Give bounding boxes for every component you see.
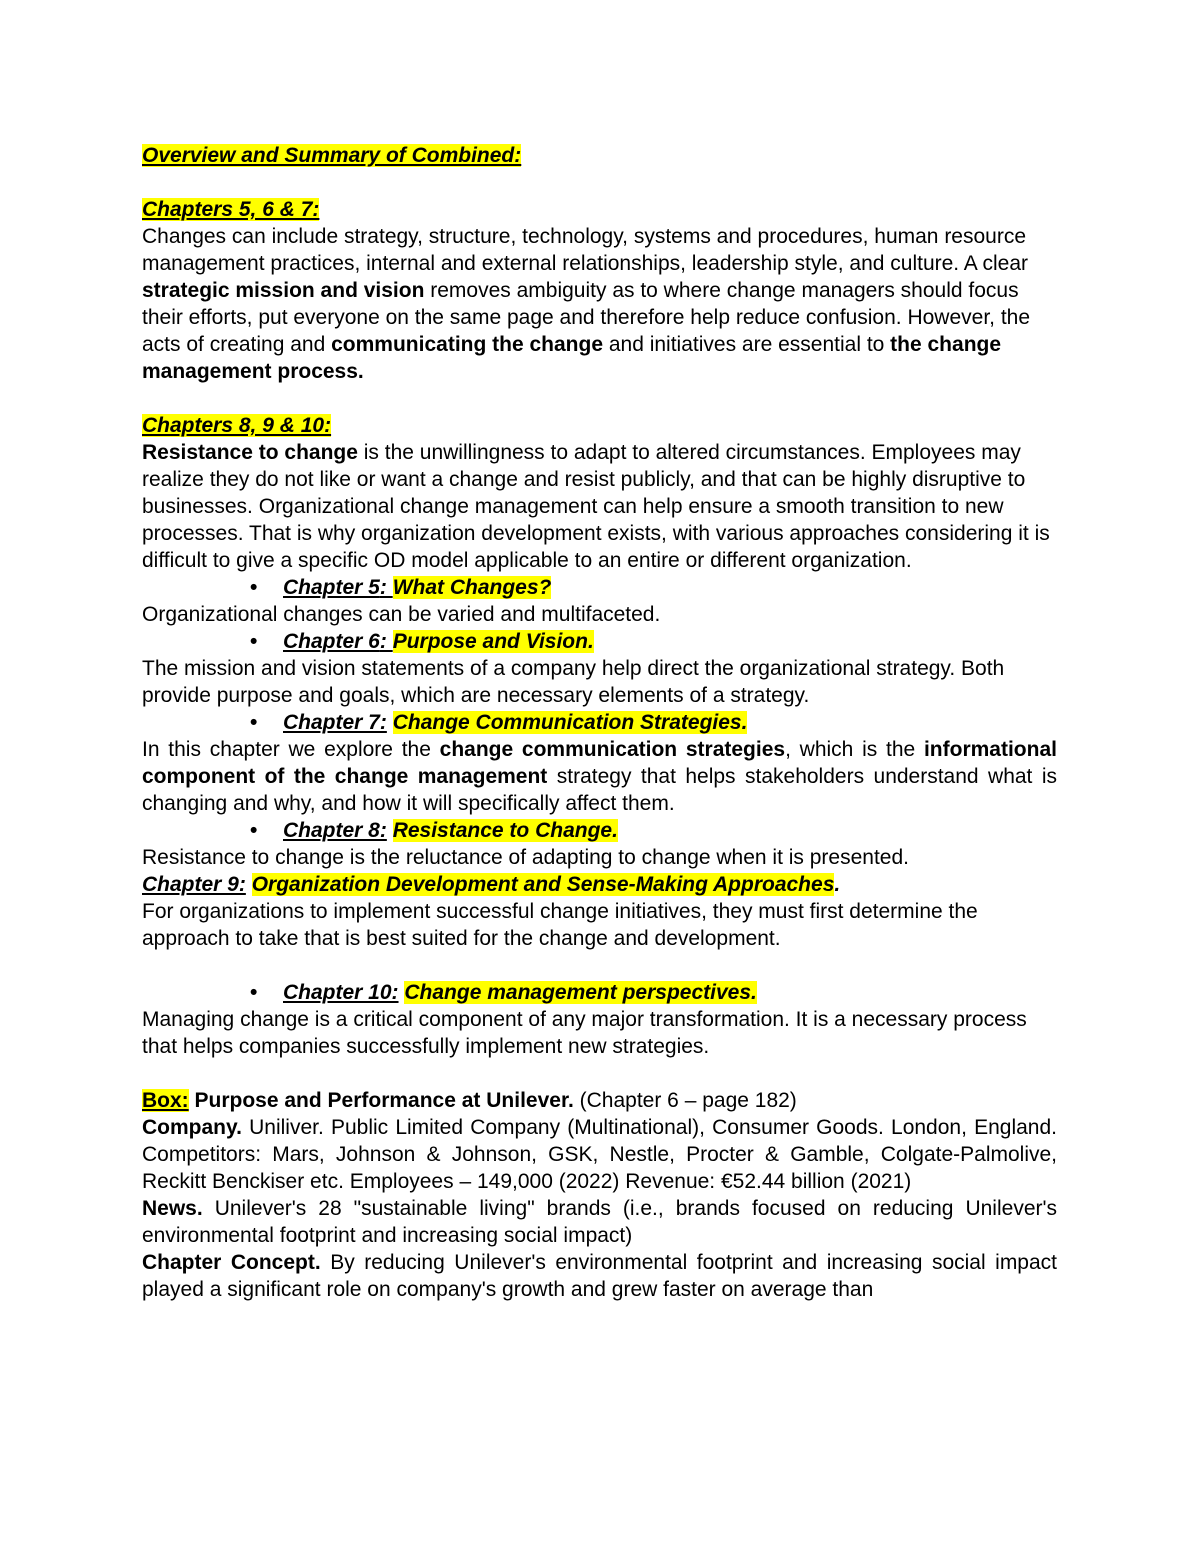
chapter8-body: Resistance to change is the reluctance of adapting to change when it is presented. [142, 846, 909, 869]
bullet-icon: • [250, 981, 258, 1004]
chapter5-body: Organizational changes can be varied and multifaceted. [142, 603, 661, 626]
title-text: Overview and Summary of Combined: [142, 144, 522, 167]
chapter7-heading: • Chapter 7: Change Communication Strategies. [250, 711, 748, 734]
box-heading: Box: Purpose and Performance at Unilever. (Chapter 6 – page 182) [142, 1089, 797, 1112]
bullet-icon: • [250, 819, 258, 842]
chapter6-body: The mission and vision statements of a company help direct the organizational strategy. Both provide purpose and goals, which are necessary elements of a strategy. [142, 657, 1005, 707]
bullet-icon: • [250, 630, 258, 653]
chapter10-body: Managing change is a critical component of any major transformation. It is a necessary process that helps companies successfully implement new strategies. [142, 1008, 1027, 1058]
chapter8-heading: • Chapter 8: Resistance to Change. [250, 819, 618, 842]
chapter9-heading: Chapter 9: Organization Development and Sense-Making Approaches. [142, 873, 841, 896]
chapter10-heading: • Chapter 10: Change management perspectives. [250, 981, 757, 1004]
box-chapter-concept: Chapter Concept. By reducing Unilever's environmental footprint and increasing social impact played a significant role on company's growth and grew faster on average than [142, 1251, 1057, 1301]
chapter9-body: For organizations to implement successful change initiatives, they must first determine the approach to take that is best suited for the change and development. [142, 900, 978, 950]
bullet-icon: • [250, 576, 258, 599]
section2-paragraph: Resistance to change is the unwillingness to adapt to altered circumstances. Employees may realize they do not like or want a change and resist publicly, and that can be highly disruptive to businesses. Organizational change management can help ensure a smooth transition to new processes. That is why organization development exists, with various approaches considering it is difficult to give a specific OD model applicable to an entire or different organization. [142, 441, 1050, 572]
section1-paragraph: Changes can include strategy, structure, technology, systems and procedures, human resource management practices, internal and external relationships, leadership style, and culture. A clear strategic mission and vision removes ambiguity as to where change managers should focus their efforts, put everyone on the same page and therefore help reduce confusion. However, the acts of creating and communicating the change and initiatives are essential to the change management process. [142, 225, 1031, 383]
section1-heading: Chapters 5, 6 & 7: [142, 198, 320, 221]
document-body [142, 142, 1057, 1303]
document-title [142, 142, 1057, 169]
box-company: Company. Uniliver. Public Limited Company (Multinational), Consumer Goods. London, England. Competitors: Mars, Johnson & Johnson, GSK, Nestle, Procter & Gamble, Colgate-Palmolive, Reckitt Benckiser etc. Employees – 149,000 (2022) Revenue: €52.44 billion (2021) [142, 1116, 1057, 1193]
chapter6-heading: • Chapter 6: Purpose and Vision. [250, 630, 594, 653]
box-news: News. Unilever's 28 "sustainable living" brands (i.e., brands focused on reducing Unilever's environmental footprint and increasing social impact) [142, 1197, 1057, 1247]
bullet-icon: • [250, 711, 258, 734]
section2-heading: Chapters 8, 9 & 10: [142, 414, 332, 437]
chapter5-heading: • Chapter 5: What Changes? [250, 576, 552, 599]
chapter7-body: In this chapter we explore the change communication strategies, which is the informational component of the change management strategy that helps stakeholders understand what is changing and why, and how it will specifically affect them. [142, 738, 1057, 815]
